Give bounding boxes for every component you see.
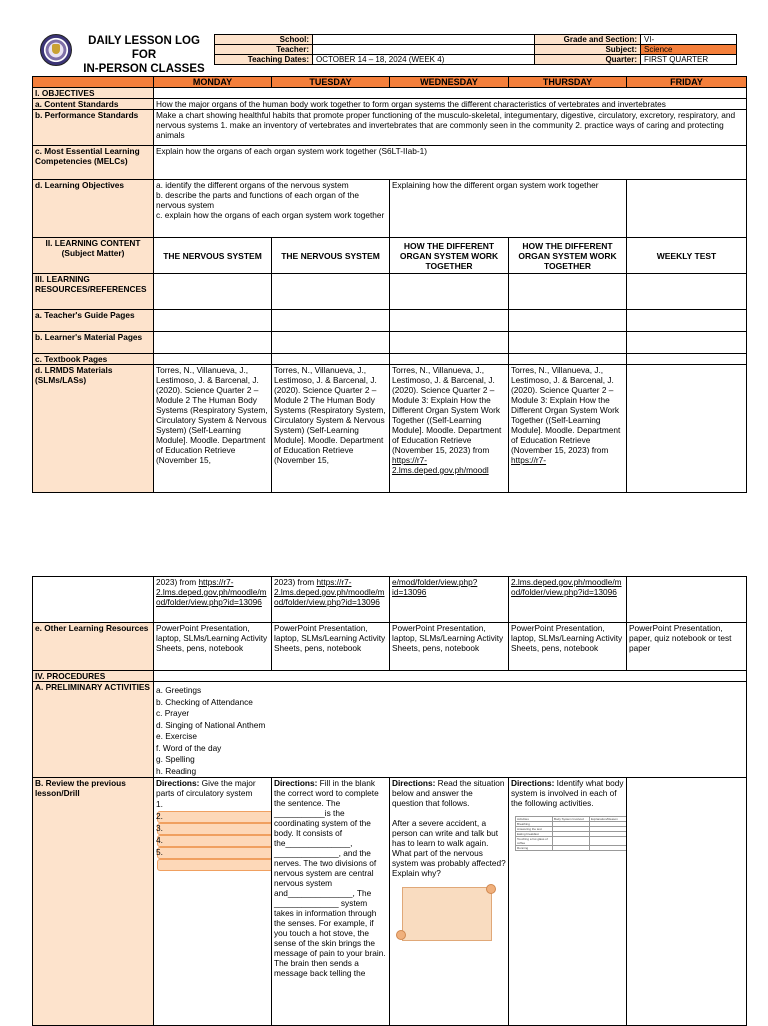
melcs-text: Explain how the organs of each organ system work together (S6LT-IIab-1) — [154, 146, 747, 180]
lrmds-thu-text: Torres, N., Villanueva, J., Lestimoso, J. & Barcenal, J. (2020). Science Quarter 2 – Module 3: Explain How the Different Organ System Work Together ((Self-Learning Module]. Moodle. Department of Education Retrieve (November 15, 2023) from — [511, 365, 621, 455]
mini-header: Activities — [516, 817, 553, 822]
content-standards-text: How the major organs of the human body work together to form organ systems the different characteristics of vertebrates and invertebrates — [154, 99, 747, 110]
textbook-pages-label: c. Textbook Pages — [33, 354, 154, 365]
lrmds-continued-fri — [627, 577, 747, 623]
tb-tue — [272, 354, 390, 365]
lrmds-thu-link[interactable]: https://r7- — [511, 455, 547, 465]
mini-row-activity: Running — [516, 846, 553, 851]
day-wednesday: WEDNESDAY — [390, 77, 509, 88]
lesson-log-table-continued — [32, 576, 747, 1026]
teaching-dates-value[interactable]: OCTOBER 14 – 18, 2024 (WEEK 4) — [313, 55, 535, 65]
procedures-blank — [154, 671, 747, 682]
teacher-value[interactable] — [313, 45, 535, 55]
lrmds-thu — [509, 365, 627, 493]
directions-label: Directions: — [392, 778, 436, 788]
deped-seal-icon — [40, 34, 72, 66]
performance-standards-text: Make a chart showing healthful habits that promote proper functioning of the musculo-skeletal, integumentary, digestive, circulatory, excretory, respiratory, and nervous systems 1. make an inventory of vertebrates and invertebrates that are commonly seen in the community 2. practice ways of caring and protecting animals — [154, 110, 747, 146]
lrmds-wed-link[interactable]: https://r7-2.lms.deped.gov.ph/moodl — [392, 455, 489, 475]
day-monday: MONDAY — [154, 77, 272, 88]
lrmds-wed — [390, 365, 509, 493]
lrmds-thu-link-cont[interactable]: 2.lms.deped.gov.ph/moodle/mod/folder/view.php?id=13096 — [511, 577, 622, 597]
prelim-item: d. Singing of National Anthem — [156, 719, 266, 730]
lm-fri — [627, 332, 747, 354]
day-friday: FRIDAY — [627, 77, 747, 88]
title-line-2: IN-PERSON CLASSES — [83, 63, 205, 75]
grade-section-value[interactable]: VI- — [641, 35, 737, 45]
lrmds-tue: Torres, N., Villanueva, J., Lestimoso, J. & Barcenal, J. (2020). Science Quarter 2 – Module 2 The Human Body Systems (Respiratory System, Circulatory System & Nervous System) (Self-Learning Module]. Moodle. Department of Education Retrieve (November 15, — [272, 365, 390, 493]
answer-box[interactable] — [157, 835, 272, 847]
prelim-item: e. Exercise — [156, 731, 198, 741]
procedures-heading: IV. PROCEDURES — [33, 671, 154, 682]
answer-number: 3. — [156, 823, 163, 833]
review-fri — [627, 778, 747, 1026]
answer-number: 4. — [156, 835, 163, 845]
lm-wed — [390, 332, 509, 354]
school-label: School: — [215, 35, 313, 45]
subject-label: Subject: — [535, 45, 641, 55]
mini-row-activity: Eating breakfast — [516, 832, 553, 837]
answer-number: 5. — [156, 847, 163, 857]
answer-number: 1. — [156, 799, 163, 809]
learning-objectives-label: d. Learning Objectives — [33, 180, 154, 238]
review-wed-situation: After a severe accident, a person can write and talk but has to learn to walk again. What part of the nervous system was probably affected? Explain why? — [392, 818, 506, 878]
learning-objectives-fri — [627, 180, 747, 238]
lrmds-continued-mon — [154, 577, 272, 623]
mini-row-activity: Answering the test — [516, 827, 553, 832]
lrmds-mon: Torres, N., Villanueva, J., Lestimoso, J. & Barcenal, J. (2020). Science Quarter 2 – Module 2 The Human Body Systems (Respiratory System, Circulatory System & Nervous System) (Self-Learning Module]. Moodle. Department of Education Retrieve (November 15, — [154, 365, 272, 493]
mini-header: Explanation/Reason — [590, 817, 627, 822]
directions-label: Directions: — [511, 778, 555, 788]
title-line-1: DAILY LESSON LOG FOR — [88, 35, 200, 61]
mini-header: Body System Involved — [553, 817, 590, 822]
subject-matter-thu: HOW THE DIFFERENT ORGAN SYSTEM WORK TOGETHER — [509, 238, 627, 274]
prelim-item: h. Reading — [156, 765, 197, 776]
resources-wed — [390, 274, 509, 310]
scroll-answer-box[interactable] — [396, 884, 496, 940]
learning-resources-label: III. LEARNING RESOURCES/REFERENCES — [33, 274, 154, 310]
review-thu — [509, 778, 627, 1026]
answer-list — [156, 798, 269, 858]
directions-label: Directions: — [274, 778, 318, 788]
lrmds-fri — [627, 365, 747, 493]
objectives-blank — [154, 88, 747, 99]
learners-material-label: b. Learner's Material Pages — [33, 332, 154, 354]
header-info-table — [214, 34, 737, 65]
activities-mini-table — [515, 816, 627, 851]
tb-fri — [627, 354, 747, 365]
lrmds-mon-cont-text: 2023) from — [156, 577, 197, 587]
other-resources-label: e. Other Learning Resources — [33, 623, 154, 671]
preliminary-activities-label: A. PRELIMINARY ACTIVITIES — [33, 682, 154, 778]
lrmds-wed-link-cont[interactable]: e/mod/folder/view.php?id=13096 — [392, 577, 478, 597]
tb-wed — [390, 354, 509, 365]
review-thu-text: Identify what body system is involved in each of the following activities. — [511, 778, 624, 808]
mini-cell — [590, 846, 627, 851]
prelim-item: b. Checking of Attendance — [156, 696, 253, 707]
lrmds-continued-label — [33, 577, 154, 623]
review-tue — [272, 778, 390, 1026]
performance-standards-label: b. Performance Standards — [33, 110, 154, 146]
review-mon-text: Give the major parts of circulatory system — [156, 778, 256, 798]
lrmds-continued-wed — [390, 577, 509, 623]
subject-matter-tue: THE NERVOUS SYSTEM — [272, 238, 390, 274]
grade-section-label: Grade and Section: — [535, 35, 641, 45]
mini-row-activity: Breathing — [516, 822, 553, 827]
learning-objectives-mon-tue: a. identify the different organs of the nervous system b. describe the parts and functions of each organ of the nervous system c. explain how the organs of each organ system work together — [154, 180, 390, 238]
tg-wed — [390, 310, 509, 332]
teacher-label: Teacher: — [215, 45, 313, 55]
melcs-label: c. Most Essential Learning Competencies (MELCs) — [33, 146, 154, 180]
teaching-dates-label: Teaching Dates: — [215, 55, 313, 65]
day-thursday: THURSDAY — [509, 77, 627, 88]
teachers-guide-label: a. Teacher's Guide Pages — [33, 310, 154, 332]
lrmds-label: d. LRMDS Materials (SLMs/LASs) — [33, 365, 154, 493]
subject-matter-fri: WEEKLY TEST — [627, 238, 747, 274]
other-resources-fri: PowerPoint Presentation, paper, quiz notebook or test paper — [627, 623, 747, 671]
tg-mon — [154, 310, 272, 332]
quarter-value[interactable]: FIRST QUARTER — [641, 55, 737, 65]
other-resources-tue: PowerPoint Presentation, laptop, SLMs/Learning Activity Sheets, pens, notebook — [272, 623, 390, 671]
lesson-log-table — [32, 76, 747, 493]
lrmds-mon-link[interactable]: https://r7-2.lms.deped.gov.ph/moodle/mod/folder/view.php?id=13096 — [156, 577, 267, 607]
learning-objectives-wed-thu: Explaining how the different organ system work together — [390, 180, 627, 238]
prelim-item: c. Prayer — [156, 708, 190, 718]
lrmds-continued-tue — [272, 577, 390, 623]
prelim-item: g. Spelling — [156, 754, 195, 764]
answer-box[interactable] — [157, 811, 272, 823]
content-standards-label: a. Content Standards — [33, 99, 154, 110]
subject-matter-mon: THE NERVOUS SYSTEM — [154, 238, 272, 274]
subject-value[interactable]: Science — [641, 45, 737, 55]
mini-row-activity: Touching a hot glass of coffee — [516, 837, 553, 846]
tb-mon — [154, 354, 272, 365]
lm-mon — [154, 332, 272, 354]
resources-mon — [154, 274, 272, 310]
resources-tue — [272, 274, 390, 310]
other-resources-wed: PowerPoint Presentation, laptop, SLMs/Learning Activity Sheets, pens, notebook — [390, 623, 509, 671]
lrmds-wed-text: Torres, N., Villanueva, J., Lestimoso, J. & Barcenal, J. (2020). Science Quarter 2 – Module 3: Explain How the Different Organ System Work Together ((Self-Learning Module]. Moodle. Department of Education Retrieve (November 15, 2023) from — [392, 365, 502, 455]
review-wed-text: Read the situation below and answer the question that follows. — [392, 778, 505, 808]
lm-tue — [272, 332, 390, 354]
day-tuesday: TUESDAY — [272, 77, 390, 88]
lm-thu — [509, 332, 627, 354]
resources-thu — [509, 274, 627, 310]
review-wed — [390, 778, 509, 1026]
review-tue-text: Fill in the blank the correct word to complete the sentence. The ___________is the coordinating system of the body. It consists of the______________, ______________, and the nerves. The two divisions of nervous system are central nervous system and______________, The ______________ system takes in information through the senses. For example, if you touch a hot stove, the sense of the skin brings the message of pain to your brain. The brain then sends a message back telling the — [274, 778, 386, 978]
lrmds-tue-cont-text: 2023) from — [274, 577, 315, 587]
mini-cell — [553, 846, 590, 851]
answer-box[interactable] — [157, 847, 272, 859]
prelim-item: f. Word of the day — [156, 742, 222, 753]
answer-box[interactable] — [157, 859, 272, 871]
corner-cell — [33, 77, 154, 88]
subject-matter-wed: HOW THE DIFFERENT ORGAN SYSTEM WORK TOGETHER — [390, 238, 509, 274]
learning-content-label: II. LEARNING CONTENT (Subject Matter) — [33, 238, 154, 274]
mini-cell — [553, 837, 590, 846]
tb-thu — [509, 354, 627, 365]
prelim-item: a. Greetings — [156, 685, 202, 695]
document-title — [76, 34, 212, 76]
lrmds-continued-thu — [509, 577, 627, 623]
other-resources-thu: PowerPoint Presentation, laptop, SLMs/Learning Activity Sheets, pens, notebook — [509, 623, 627, 671]
directions-label: Directions: — [156, 778, 200, 788]
review-label: B. Review the previous lesson/Drill — [33, 778, 154, 1026]
tg-fri — [627, 310, 747, 332]
school-value[interactable] — [313, 35, 535, 45]
quarter-label: Quarter: — [535, 55, 641, 65]
review-mon — [154, 778, 272, 1026]
answer-number: 2. — [156, 811, 163, 821]
preliminary-activities-list — [154, 682, 747, 778]
tg-thu — [509, 310, 627, 332]
resources-fri — [627, 274, 747, 310]
other-resources-mon: PowerPoint Presentation, laptop, SLMs/Learning Activity Sheets, pens, notebook — [154, 623, 272, 671]
tg-tue — [272, 310, 390, 332]
lrmds-tue-link[interactable]: https://r7-2.lms.deped.gov.ph/moodle/mod/folder/view.php?id=13096 — [274, 577, 385, 607]
mini-cell — [590, 837, 627, 846]
answer-box[interactable] — [157, 823, 272, 835]
objectives-heading: I. OBJECTIVES — [33, 88, 154, 99]
